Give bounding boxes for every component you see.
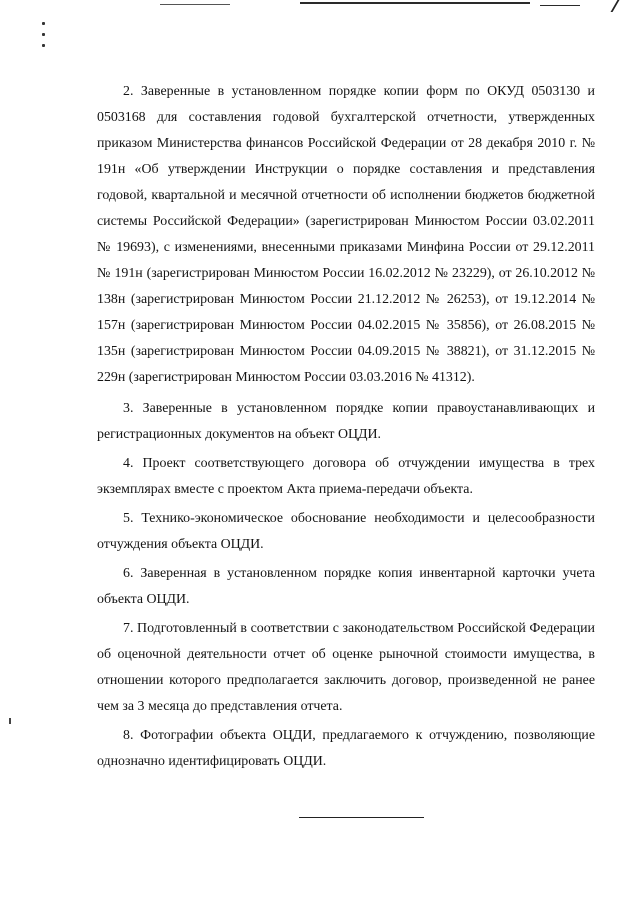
scan-top-edge [0,0,640,12]
paragraph-7: 7. Подготовленный в соответствии с законодательством Российской Федерации об оценочной деятельности отчет об оценке рыночной стоимости имущества, в отношении которого предполагается заключить договор, произведенной не ранее чем за 3 месяца до представления отчета. [97,621,595,714]
scan-corner-mark [611,0,630,12]
scan-artifact-line [540,5,580,6]
paragraph-2: 2. Заверенные в установленном порядке копии форм по ОКУД 0503130 и 0503168 для составления годовой бухгалтерской отчетности, утвержденных приказом Министерства финансов Российской Федерации от 28 декабря 2010 г. № 191н «Об утверждении Инструкции о порядке составления и представления годовой, квартальной и месячной отчетности об исполнении бюджетов бюджетной системы Российской Федерации» (зарегистрирован Минюстом России 03.02.2011 № 19693), с изменениями, внесенными приказами Минфина России от 29.12.2011 № 191н (зарегистрирован Минюстом России 16.02.2012 № 23229), от 26.10.2012 № 138н (зарегистрирован Минюстом России 21.12.2012 № 26253), от 19.12.2014 № 157н (зарегистрирован Минюстом России 04.02.2015 № 35856), от 26.08.2015 № 135н (зарегистрирован Минюстом России 04.09.2015 № 38821), от 31.12.2015 № 229н (зарегистрирован Минюстом России 03.03.2016 № 41312). [97,84,595,385]
end-rule [299,817,424,818]
paragraph-6: 6. Заверенная в установленном порядке копия инвентарной карточки учета объекта ОЦДИ. [97,566,595,607]
document-body [97,79,595,778]
paragraph-5: 5. Технико-экономическое обоснование необходимости и целесообразности отчуждения объекта ОЦДИ. [97,511,595,552]
scan-margin-marks [40,22,48,72]
scan-artifact-line [160,4,230,5]
scan-artifact-line [300,2,530,4]
paragraph-8: 8. Фотографии объекта ОЦДИ, предлагаемого к отчуждению, позволяющие однозначно идентифицировать ОЦДИ. [97,728,595,769]
paragraph-3: 3. Заверенные в установленном порядке копии правоустанавливающих и регистрационных документов на объект ОЦДИ. [97,401,595,442]
paragraph-4: 4. Проект соответствующего договора об отчуждении имущества в трех экземплярах вместе с проектом Акта приема-передачи объекта. [97,456,595,497]
scan-margin-mark [9,718,11,724]
